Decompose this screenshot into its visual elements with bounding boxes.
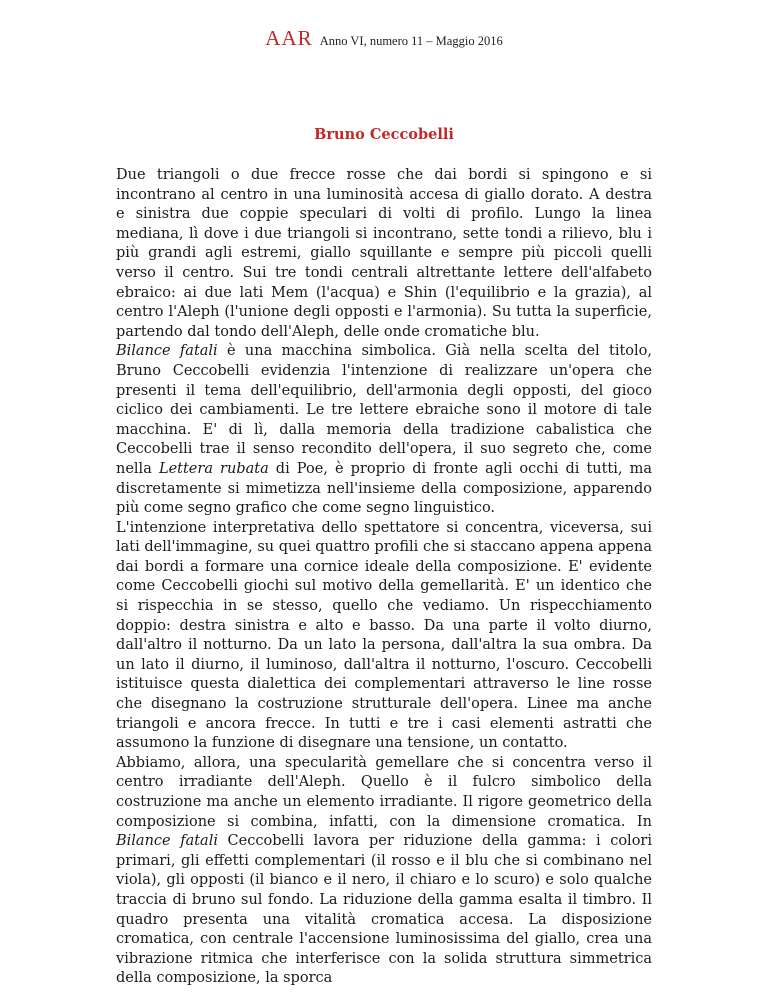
artwork-title: Bilance fatali <box>116 343 218 360</box>
paragraph-4 <box>116 754 652 989</box>
paragraph-3: L'intenzione interpretativa dello spettatore si concentra, viceversa, sui lati dell'immagine, su quei quattro profili che si staccano appena appena dai bordi a formare una cornice ideale della composizione. E' evidente come Ceccobelli giochi sul motivo della gemellarità. E' un identico che si rispecchia in se stesso, quello che vediamo. Un rispecchiamento doppio: destra sinistra e alto e basso. Da una parte il volto diurno, dall'altro il notturno. Da un lato la persona, dall'altra la sua ombra. Da un lato il diurno, il luminoso, dall'altra il notturno, l'oscuro. Ceccobelli istituisce questa dialettica dei complementari attraverso le line rosse che disegnano la costruzione strutturale dell'opera. Linee ma anche triangoli e ancora frecce. In tutti e tre i casi elementi astratti che assumono la funzione di disegnare una tensione, un contatto. <box>116 519 652 752</box>
artwork-title-2: Bilance fatali <box>116 833 218 850</box>
paragraph-2-text-b: di Poe, è proprio di fronte agli occhi di tutti, ma discretamente si mimetizza nell'insieme della composizione, apparendo più come segno grafico che come segno linguistico. <box>116 460 652 517</box>
paragraph-4-text-a: Abbiamo, allora, una specularità gemellare che si concentra verso il centro irradiante dell'Aleph. Quello è il fulcro simbolico della costruzione ma anche un elemento irradiante. Il rigore geometrico della composizione si combina, infatti, con la dimensione cromatica. In <box>116 754 652 830</box>
journal-logo: AAR <box>265 26 313 50</box>
paragraph-1: Due triangoli o due frecce rosse che dai bordi si spingono e si incontrano al centro in una luminosità accesa di giallo dorato. A destra e sinistra due coppie speculari di volti di profilo. Lungo la linea mediana, lì dove i due triangoli si incontrano, sette tondi a rilievo, blu i più grandi agli estremi, giallo squillante e sempre più piccoli quelli verso il centro. Sui tre tondi centrali altrettante lettere dell'alfabeto ebraico: ai due lati Mem (l'acqua) e Shin (l'equilibrio e la grazia), al centro l'Aleph (l'unione degli opposti e l'armonia). Su tutta la superficie, partendo dal tondo dell'Aleph, delle onde cromatiche blu. <box>116 167 652 340</box>
page-header <box>0 26 768 51</box>
issue-info: Anno VI, numero 11 – Maggio 2016 <box>319 34 503 48</box>
paragraph-2-text-a: è una macchina simbolica. Già nella scelta del titolo, Bruno Ceccobelli evidenzia l'intenzione di realizzare un'opera che presenti il tema dell'equilibrio, dell'armonia degli opposti, del gioco ciclico dei cambiamenti. Le tre lettere ebraiche sono il motore di tale macchina. E' di lì, dalla memoria della tradizione cabalistica che Ceccobelli trae il senso recondito dell'opera, il suo segreto che, come nella <box>116 343 652 477</box>
paragraph-2 <box>116 342 652 518</box>
book-title: Lettera rubata <box>158 460 269 477</box>
article-body <box>116 166 652 989</box>
paragraph-4-text-b: Ceccobelli lavora per riduzione della gamma: i colori primari, gli effetti complementari (il rosso e il blu che si combinano nel viola), gli opposti (il bianco e il nero, il chiaro e lo scuro) e solo qualche traccia di bruno sul fondo. La riduzione della gamma esalta il timbro. Il quadro presenta una vitalità cromatica accesa. La disposizione cromatica, con centrale l'accensione luminosissima del giallo, crea una vibrazione ritmica che interferisce con la solida struttura simmetrica della composizione, la sporca <box>116 833 652 987</box>
article-title: Bruno Ceccobelli <box>314 126 454 143</box>
